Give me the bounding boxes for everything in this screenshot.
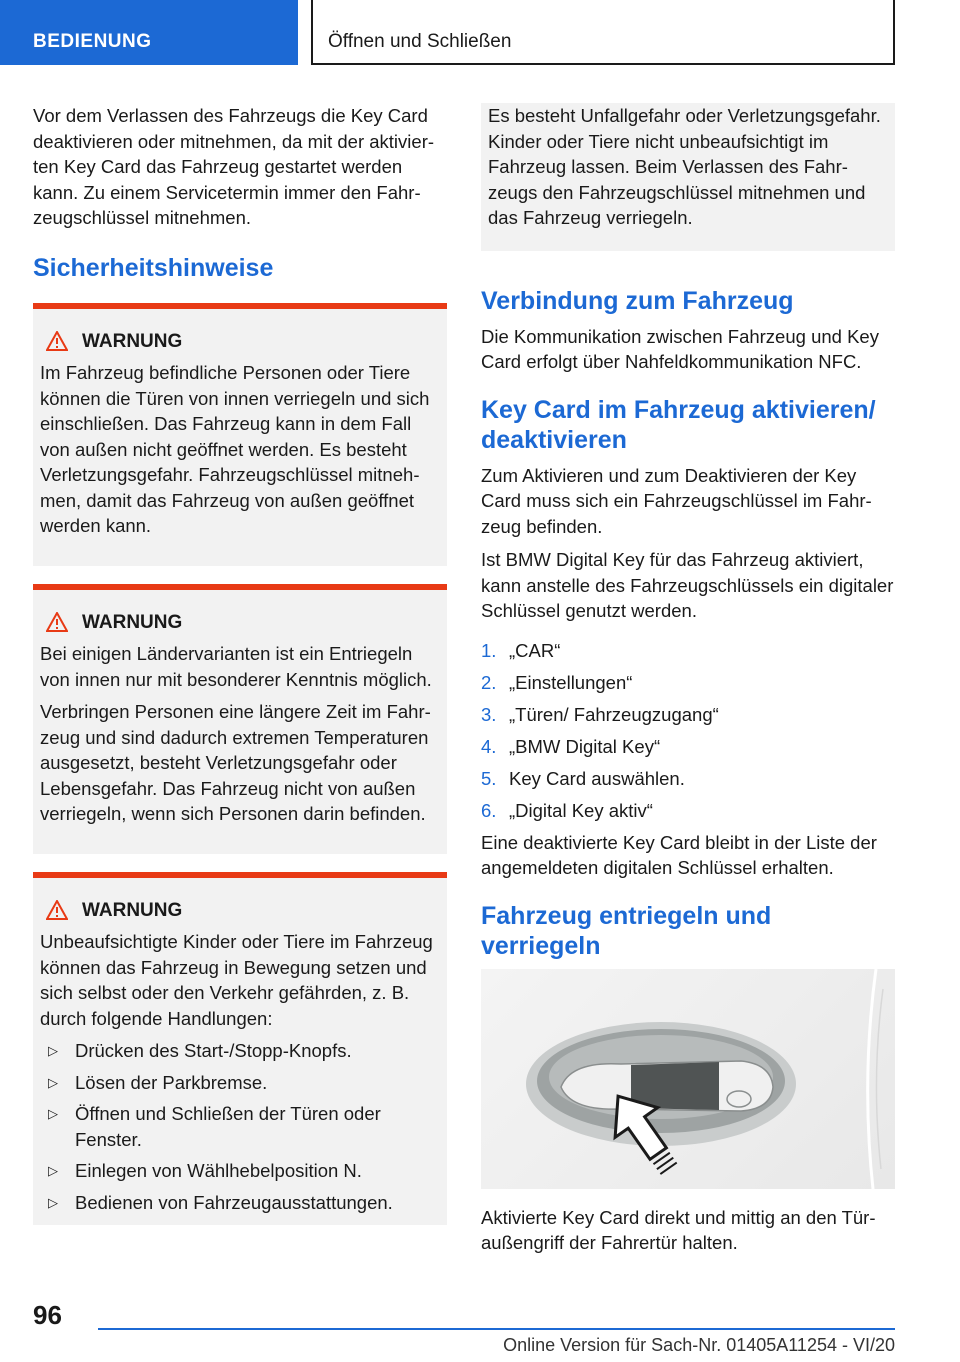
- door-handle-image: [481, 969, 895, 1189]
- triangle-right-icon: ▷: [48, 1106, 58, 1121]
- section-tab: [0, 0, 298, 65]
- list-item: 5. Key Card auswählen.: [481, 767, 685, 789]
- image-caption: Aktivierte Key Card direkt und mittig an den Türaußengriff der Fahrertür halten.: [481, 1206, 876, 1253]
- section-label: BEDIENUNG: [33, 31, 152, 52]
- warning-box-3-continued: [481, 103, 895, 251]
- list-item: 3. „Türen/ Fahrzeugzugang“: [481, 703, 719, 725]
- footer-text: Online Version für Sach-Nr. 01405A11254 - VI/20: [503, 1335, 895, 1355]
- chapter-title: Öffnen und Schließen: [328, 31, 512, 52]
- warning-text: Verbringen Personen eine längere Zeit im Fahrzeug und sind dadurch extremen Temperaturen ausgesetzt, besteht Verletzungsgefahr oder Lebensgefahr. Das Fahrzeug nicht von außen verriegeln, wenn sich Personen darin befinden.: [40, 701, 431, 824]
- connection-paragraph: Die Kommunikation zwischen Fahrzeug und Key Card erfolgt über Nahfeldkommunikation NFC.: [481, 325, 879, 372]
- list-item: ▷ Öffnen und Schließen der Türen oder Fenster.: [48, 1103, 381, 1150]
- heading-activate: Key Card im Fahrzeug aktivieren/ deaktivieren: [481, 395, 876, 454]
- warning-box-3: [33, 872, 447, 1226]
- list-item: ▷ Bedienen von Fahrzeugausstattungen.: [40, 1190, 439, 1216]
- heading-unlock: Fahrzeug entriegeln und verriegeln: [481, 901, 772, 960]
- door-handle-illustration: [481, 969, 895, 1189]
- list-item: ▷ Lösen der Parkbremse.: [40, 1070, 439, 1096]
- intro-paragraph: Vor dem Verlassen des Fahrzeugs die Key Card deaktivieren oder mitnehmen, da mit der aktivierten Key Card das Fahrzeug gestartet werden kann. Zu einem Servicetermin immer den Fahrzeugschlüssel mitnehmen.: [33, 105, 435, 228]
- steps-list: [481, 638, 895, 824]
- list-item: 2. „Einstellungen“: [481, 671, 633, 693]
- activate-paragraph-1: Zum Aktivieren und zum Deaktivieren der Key Card muss sich ein Fahrzeugschlüssel im Fahrzeug befinden.: [481, 464, 872, 537]
- chapter-header: [311, 0, 895, 65]
- warning-triangle-icon: [46, 331, 68, 351]
- heading-connection: Verbindung zum Fahrzeug: [481, 286, 794, 315]
- after-steps-paragraph: Eine deaktivierte Key Card bleibt in der Liste der angemeldeten digitalen Schlüssel erhalten.: [481, 831, 877, 878]
- right-column: [481, 103, 895, 1264]
- hazard-list: [40, 1038, 439, 1215]
- warning-text: Unbeaufsichtigte Kinder oder Tiere im Fahrzeug können das Fahrzeug in Bewegung setzen und sich selbst oder den Verkehr gefährden, z. B. durch folgende Handlungen:: [40, 931, 433, 1029]
- list-item: 6. „Digital Key aktiv“: [481, 799, 653, 821]
- heading-safety: Sicherheitshinweise: [33, 253, 274, 282]
- triangle-right-icon: ▷: [48, 1163, 58, 1178]
- warning-text: Bei einigen Ländervarianten ist ein Entriegeln von innen nur mit besonderer Kenntnis möglich.: [40, 643, 432, 690]
- warning-title: WARNUNG: [82, 330, 183, 352]
- triangle-right-icon: ▷: [48, 1043, 58, 1058]
- warning-triangle-icon: [46, 900, 68, 920]
- footer-divider: [98, 1328, 895, 1330]
- warning-title: WARNUNG: [82, 611, 183, 633]
- triangle-right-icon: ▷: [48, 1194, 58, 1210]
- warning-box-2: [33, 584, 447, 854]
- page-number: 96: [33, 1300, 62, 1330]
- warning-text: Es besteht Unfallgefahr oder Verletzungsgefahr. Kinder oder Tiere nicht unbeaufsichtigt im Fahrzeug lassen. Beim Verlassen des Fahrzeugs den Fahrzeugschlüssel mitnehmen und das Fahrzeug verriegeln.: [488, 105, 881, 228]
- list-item: ▷ Drücken des Start-/Stopp-Knopfs.: [40, 1038, 439, 1064]
- warning-title: WARNUNG: [82, 899, 183, 921]
- warning-triangle-icon: [46, 612, 68, 632]
- list-item: ▷ Einlegen von Wählhebelposition N.: [40, 1158, 439, 1184]
- warning-box-1: [33, 303, 447, 566]
- warning-text: Im Fahrzeug befindliche Personen oder Tiere können die Türen von innen verriegeln und sich einschließen. Das Fahrzeug kann in dem Fall von außen nicht geöffnet werden. Es besteht Verletzungsgefahr. Fahrzeugschlüssel mitnehmen, damit das Fahrzeug von außen geöffnet werden kann.: [40, 362, 430, 536]
- triangle-right-icon: ▷: [48, 1074, 58, 1090]
- list-item: 1. „CAR“: [481, 639, 561, 661]
- left-column: [33, 103, 447, 1225]
- activate-paragraph-2: Ist BMW Digital Key für das Fahrzeug aktiviert, kann anstelle des Fahrzeugschlüssels ein digitaler Schlüssel genutzt werden.: [481, 549, 894, 621]
- list-item: 4. „BMW Digital Key“: [481, 735, 661, 757]
